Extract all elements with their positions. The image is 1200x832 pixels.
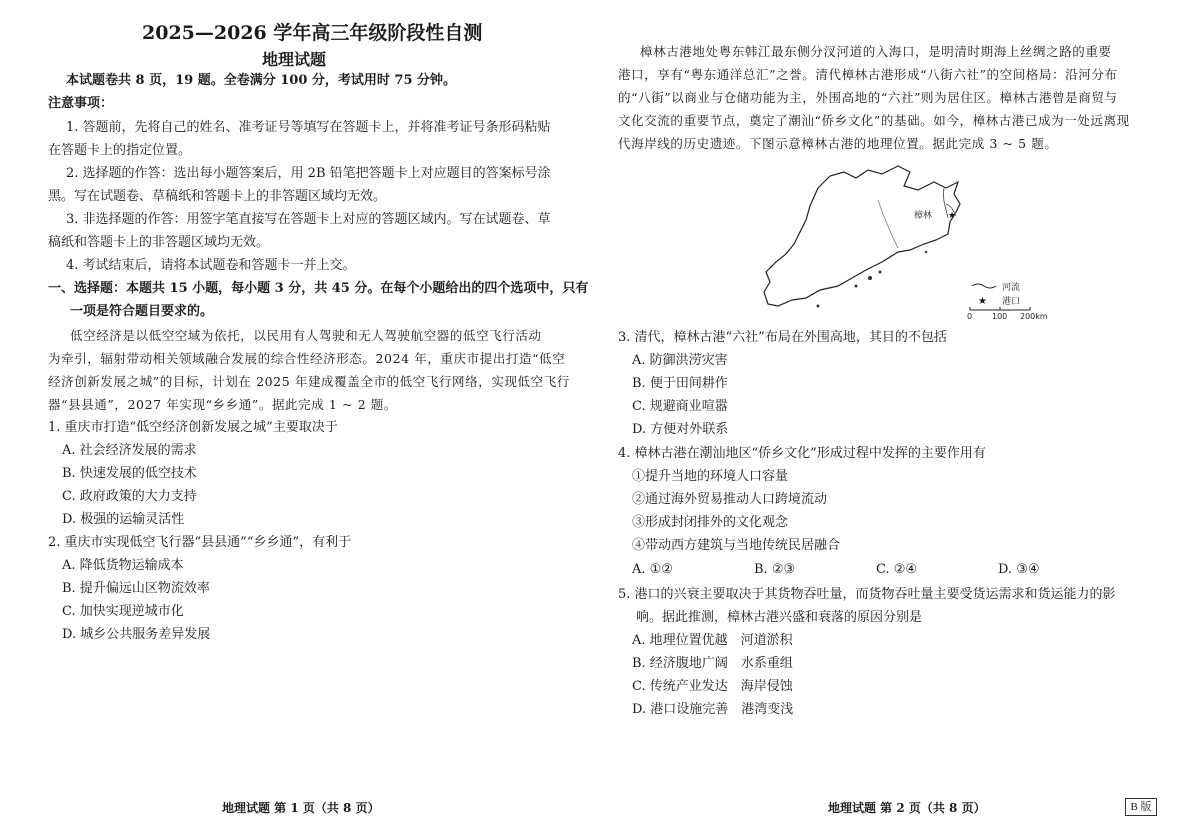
- passage-line: 器“县县通”，2027 年实现“乡乡通”。据此完成 1 ~ 2 题。: [48, 397, 398, 412]
- passage-line: 经济创新发展之城”的目标，计划在 2025 年建成覆盖全市的低空飞行网络，实现低空飞行: [48, 374, 570, 389]
- question-stem: 4. 樟林古港在潮汕地区“侨乡文化”形成过程中发挥的主要作用有: [618, 446, 986, 461]
- notice-title: 注意事项：: [48, 96, 114, 111]
- option-a[interactable]: A. 防御洪涝灾害: [632, 353, 728, 368]
- option-b[interactable]: B. ②③: [754, 562, 796, 577]
- question-stem-cont: 响。据此推测，樟林古港兴盛和衰落的原因分别是: [636, 610, 923, 625]
- province-outline: [764, 166, 960, 306]
- option-b[interactable]: B. 便于田间耕作: [632, 376, 728, 391]
- statement-item: ③形成封闭排外的文化观念: [632, 515, 789, 530]
- passage-line: 代海岸线的历史遗迹。下图示意樟林古港的地理位置。据此完成 3 ~ 5 题。: [618, 136, 1058, 151]
- island: [879, 271, 882, 274]
- passage-line: 文化交流的重要节点，奠定了潮汕“侨乡文化”的基础。如今，樟林古港已成为一处远离现: [618, 113, 1130, 128]
- island: [868, 276, 872, 280]
- notice-line: 2. 选择题的作答：选出每小题答案后，用 2B 铅笔把答题卡上对应题目的答案标号涂: [66, 166, 551, 181]
- option-a[interactable]: A. 社会经济发展的需求: [62, 443, 197, 458]
- statement-item: ②通过海外贸易推动人口跨境流动: [632, 492, 828, 507]
- version-badge: B 版: [1125, 798, 1157, 816]
- scale-label: 100: [992, 312, 1008, 320]
- legend-port-label: 港口: [1002, 297, 1021, 307]
- notice-line: 4. 考试结束后，请将本试题卷和答题卡一并上交。: [66, 258, 356, 273]
- passage-line: 樟林古港地处粤东韩江最东侧分汊河道的入海口，是明清时期海上丝绸之路的重要: [640, 44, 1112, 59]
- option-b[interactable]: B. 提升偏远山区物流效率: [62, 581, 210, 596]
- option-c[interactable]: C. 传统产业发达 海岸侵蚀: [632, 679, 793, 694]
- question-stem: 5. 港口的兴衰主要取决于其货物吞吐量，而货物吞吐量主要受货运需求和货运能力的影: [618, 587, 1116, 602]
- zhanglin-port-map: [758, 160, 1068, 320]
- passage-line: 的“八街”以商业与仓储功能为主，外围高地的“六社”则为居住区。樟林古港曾是商贸与: [618, 90, 1118, 105]
- island: [925, 251, 927, 253]
- island: [855, 285, 858, 288]
- option-d[interactable]: D. 城乡公共服务差异发展: [62, 627, 211, 642]
- option-c[interactable]: C. ②④: [876, 562, 918, 577]
- port-star-icon: ★: [948, 211, 957, 221]
- option-d[interactable]: D. 方便对外联系: [632, 422, 729, 437]
- section-heading-cont: 一项是符合题目要求的。: [70, 304, 214, 319]
- river: [878, 200, 898, 248]
- option-a[interactable]: A. ①②: [632, 562, 673, 577]
- legend-port-star-icon: ★: [978, 296, 987, 307]
- statement-item: ①提升当地的环境人口容量: [632, 469, 789, 484]
- option-c[interactable]: C. 政府政策的大力支持: [62, 489, 197, 504]
- scale-label: 200km: [1020, 312, 1048, 320]
- legend-river-line: [972, 284, 996, 288]
- scale-label: 0: [967, 312, 973, 320]
- exam-info: 本试题卷共 8 页，19 题。全卷满分 100 分，考试用时 75 分钟。: [66, 73, 457, 88]
- notice-line: 3. 非选择题的作答：用签字笔直接写在答题卡上对应的答题区域内。写在试题卷、草: [66, 212, 551, 227]
- option-b[interactable]: B. 快速发展的低空技术: [62, 466, 197, 481]
- notice-line: 1. 答题前，先将自己的姓名、准考证号等填写在答题卡上，并将准考证号条形码粘贴: [66, 120, 551, 135]
- option-a[interactable]: A. 地理位置优越 河道淤积: [632, 633, 793, 648]
- question-stem: 3. 清代，樟林古港“六社”布局在外围高地，其目的不包括: [618, 330, 947, 345]
- island: [817, 305, 820, 308]
- notice-line: 稿纸和答题卡上的非答题区域均无效。: [48, 235, 270, 250]
- notice-line: 黑。写在试题卷、草稿纸和答题卡上的非答题区域均无效。: [48, 189, 387, 204]
- option-d[interactable]: D. 港口设施完善 港湾变浅: [632, 702, 794, 717]
- page-footer-left: 地理试题 第 1 页（共 8 页）: [222, 801, 380, 815]
- passage-line: 低空经济是以低空空域为依托，以民用有人驾驶和无人驾驶航空器的低空飞行活动: [70, 328, 542, 343]
- option-c[interactable]: C. 加快实现逆城市化: [62, 604, 184, 619]
- option-c[interactable]: C. 规避商业喧嚣: [632, 399, 728, 414]
- option-b[interactable]: B. 经济腹地广阔 水系重组: [632, 656, 793, 671]
- page-footer-right: 地理试题 第 2 页（共 8 页）: [828, 801, 986, 815]
- page-title: 2025—2026 学年高三年级阶段性自测: [142, 22, 483, 44]
- statement-item: ④带动西方建筑与当地传统民居融合: [632, 538, 841, 553]
- notice-line: 在答题卡上的指定位置。: [48, 143, 192, 158]
- option-d[interactable]: D. 极强的运输灵活性: [62, 512, 185, 527]
- section-heading: 一、选择题：本题共 15 小题，每小题 3 分，共 45 分。在每个小题给出的四个选项中，只有: [48, 281, 589, 296]
- question-stem: 1. 重庆市打造“低空经济创新发展之城”主要取决于: [48, 420, 338, 435]
- question-stem: 2. 重庆市实现低空飞行器“县县通”“乡乡通”，有利于: [48, 535, 352, 550]
- legend-river-label: 河流: [1002, 283, 1021, 293]
- option-d[interactable]: D. ③④: [998, 562, 1040, 577]
- passage-line: 为牵引，辐射带动相关领域融合发展的综合性经济形态。2024 年，重庆市提出打造“低空: [48, 351, 566, 366]
- map-place-label: 樟林: [914, 211, 933, 221]
- option-a[interactable]: A. 降低货物运输成本: [62, 558, 184, 573]
- page-subtitle: 地理试题: [262, 50, 327, 69]
- passage-line: 港口，享有“粤东通洋总汇”之誉。清代樟林古港形成“八街六社”的空间格局：沿河分布: [618, 67, 1118, 82]
